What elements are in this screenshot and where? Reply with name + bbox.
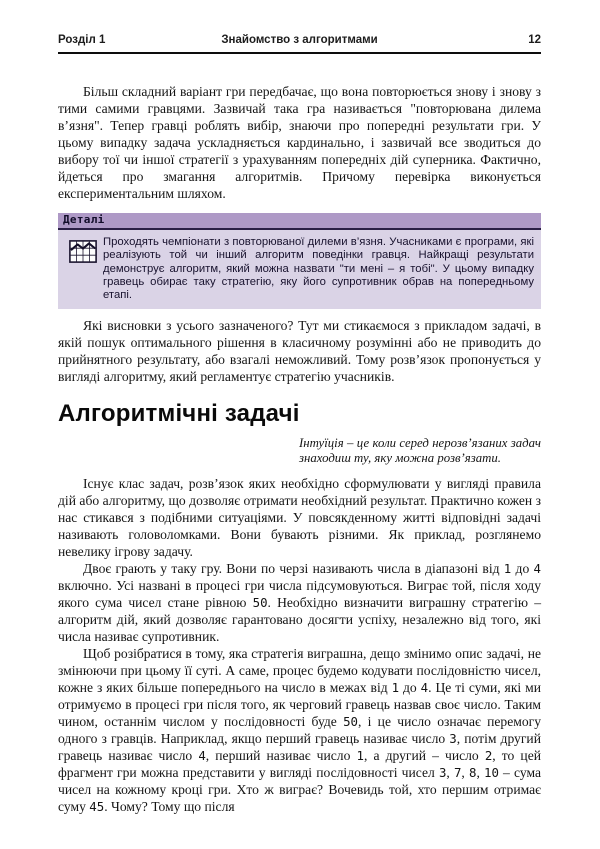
chart-grid-icon (63, 236, 103, 263)
epigraph: Інтуїція – це коли серед нерозв’язаних задач знаходиш ту, яку можна розв’язати. (299, 436, 541, 466)
paragraph-task-class: Існує клас задач, розв’язок яких необхідно сформулювати у вигляді правила дій або алгоритму, що дозволяє отримати необхідний результат. Практично кожен з нас стикався з подібними ситуаціями. У повсякденному житті відповідні задачі називають головоломками. Вони бувають різними. Як приклад, розглянемо невелику ігрову задачу. (58, 476, 541, 560)
details-text: Проходять чемпіонати з повторюваної дилеми в’язня. Учасниками є програми, які реалізують той чи інший алгоритм поведінки гравця. Найкращі результати демонструє алгоритм, який можна назвати "ти мені – я тобі". У цьому випадку гравець обирає таку стратегію, яку його супротивник обрав на попередньому етапі. (103, 236, 534, 302)
paragraph-repeated-dilemma: Більш складний варіант гри передбачає, що вона повторюється знову і знову з тими самими гравцями. Зазвичай така гра називається "повторювана дилема в’язня". Тепер гравці роблять вибір, знаючи про попередні результати гри. У цьому випадку задача ускладняється кардинально, і зазвичай все зводиться до вибору тої чи іншої стратегії з урахуванням попередніх дій суперника. Фактично, йдеться про змагання алгоритмів. Причому перевірка виконується експериментальним шляхом. (58, 84, 541, 201)
details-box (58, 213, 541, 309)
page-number: 12 (528, 34, 541, 46)
section-title: Алгоритмічні задачі (58, 400, 300, 428)
chapter-title: Знайомство з алгоритмами (221, 34, 378, 46)
paragraph-conclusions: Які висновки з усього зазначеного? Тут ми стикаємося з прикладом задачі, в якій пошук оптимального рішення в класичному розумінні або не приводить до прийнятного результату, або взагалі неможливий. Тому розв’язок пропонується у вигляді алгоритму, який регламентує стратегію учасників. (58, 318, 541, 385)
paragraph-game-rules: Двоє грають у таку гру. Вони по черзі називають числа в діапазоні від 1 до 4 включно. Усі названі в процесі гри числа підсумовуються. Виграє той, після ходу якого сума чисел стане рівною 50. Необхідно визначити виграшну стратегію – алгоритм дій, який дозволяє гарантовано досягти успіху, незалежно від того, які числа називає супротивник. (58, 561, 541, 645)
details-box-header (58, 213, 541, 230)
chapter-number: Розділ 1 (58, 34, 106, 46)
details-label: Деталі (63, 213, 105, 226)
page-header (58, 34, 541, 54)
details-box-body (58, 230, 541, 309)
paragraph-game-analysis: Щоб розібратися в тому, яка стратегія виграшна, дещо змінимо опис задачі, не змінюючи при цьому її суті. А саме, процес будемо кодувати послідовністю чисел, кожне з яких більше попереднього на число в межах від 1 до 4. Це ті суми, які ми отримуємо в процесі гри після того, як черговий гравець назвав своє число. Таким чином, останнім числом у послідовності буде 50, і це число означає перемогу одного з гравців. Наприклад, якщо перший гравець називає число 3, потім другий гравець називає число 4, перший називає число 1, а другий – число 2, то цей фрагмент гри можна представити у вигляді послідовності чисел 3, 7, 8, 10 – сума чисел на кожному кроці гри. Хто ж виграє? Вочевидь той, хто першим отримає суму 45. Чому? Тому що після (58, 646, 542, 815)
